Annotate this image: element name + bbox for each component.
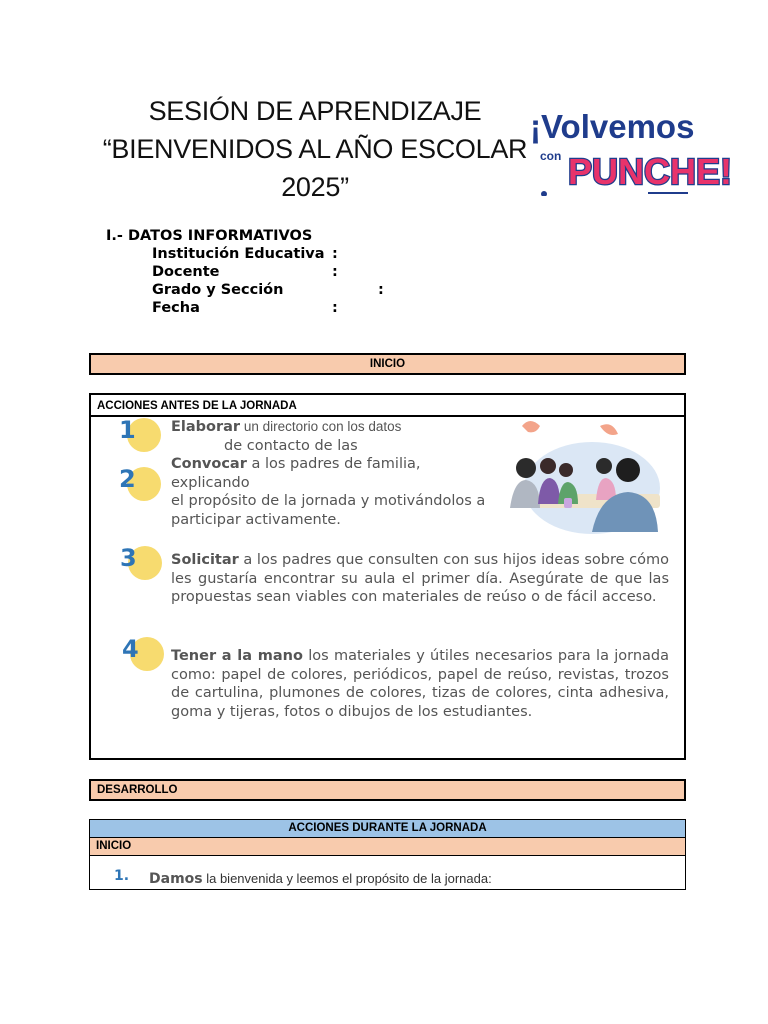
title-line-2: “BIENVENIDOS AL AÑO ESCOLAR — [102, 134, 528, 164]
acciones-antes-heading: ACCIONES ANTES DE LA JORNADA — [91, 395, 684, 417]
acciones-durante-header: ACCIONES DURANTE LA JORNADA — [90, 820, 685, 838]
row-bold: Damos — [149, 871, 203, 887]
acciones-durante-table — [89, 819, 686, 890]
item-3-bold: Solicitar — [171, 552, 239, 568]
item-3-text: Solicitar a los padres que consulten con sus hijos ideas sobre cómo les gustaría encontrar su aula el primer día. Asegúrate de que las propuestas sean viables con materiales de reúso o de fácil acceso. — [171, 552, 669, 605]
datos-informativos — [106, 227, 384, 317]
acciones-durante-subheader: INICIO — [90, 838, 685, 856]
field-grado-label: Grado y Sección — [152, 282, 284, 298]
number-badge-2: 2 — [127, 467, 161, 501]
document-title — [100, 92, 530, 206]
item-2-text: Convocar a los padres de familia, explicando el propósito de la jornada y motivándolos a participar activamente. — [171, 456, 486, 528]
number-badge-1: 1 — [127, 418, 161, 452]
logo-word: PUNCHE! — [568, 151, 733, 192]
inicio-bar-label: INICIO — [369, 358, 406, 370]
item-4-bold: Tener a la mano — [171, 648, 303, 664]
field-institucion-colon: : — [332, 246, 338, 262]
logo-line-1: ¡Volvemos — [530, 108, 695, 145]
item-4-text: Tener a la mano los materiales y útiles necesarios para la jornada como: papel de colores, periódicos, papel de reúso, revistas, trozos de cartulina, plumones de colores, tizas de colores, cinta adhesiva, goma y tijeras, fotos o dibujos de los estudiantes. — [171, 648, 669, 720]
table-row — [90, 856, 685, 889]
field-grado-colon: : — [378, 282, 384, 298]
item-2-bold: Convocar — [171, 456, 247, 472]
item-1-bold: Elaborar — [171, 419, 241, 435]
number-badge-3: 3 — [128, 546, 162, 580]
volvemos-con-punche-logo — [528, 98, 750, 196]
field-docente-label: Docente — [152, 264, 220, 280]
field-fecha-label: Fecha — [152, 300, 200, 316]
field-fecha-colon: : — [332, 300, 338, 316]
field-docente-colon: : — [332, 264, 338, 280]
title-line-1: SESIÓN DE APRENDIZAJE — [148, 96, 482, 126]
desarrollo-bar — [89, 779, 686, 801]
row-number: 1. — [114, 868, 130, 884]
logo-small: con — [540, 149, 562, 163]
datos-heading: I.- DATOS INFORMATIVOS — [106, 228, 313, 244]
row-text: Damos la bienvenida y leemos el propósito de la jornada: — [149, 871, 492, 887]
parents-meeting-illustration — [500, 408, 668, 536]
field-institucion-label: Institución Educativa — [152, 246, 325, 262]
item-1-text: Elaborar un directorio con los datos de contacto de las — [171, 419, 402, 454]
inicio-bar — [89, 353, 686, 375]
desarrollo-label: DESARROLLO — [97, 784, 178, 796]
title-line-3: 2025” — [281, 172, 349, 202]
number-badge-4: 4 — [130, 637, 164, 671]
